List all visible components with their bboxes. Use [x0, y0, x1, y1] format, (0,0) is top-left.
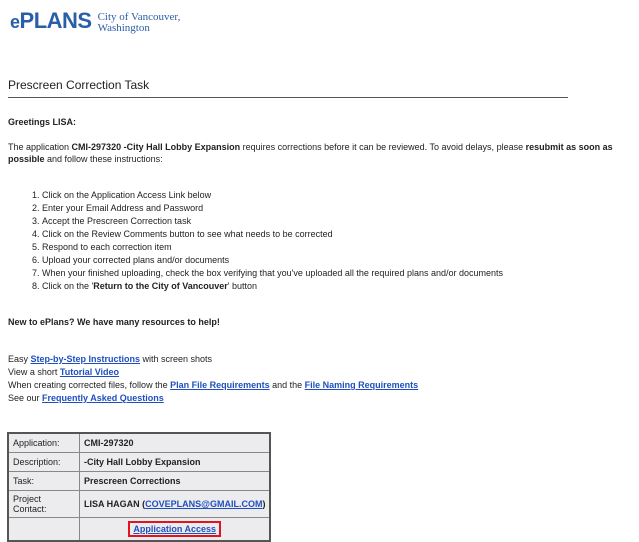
application-access-link[interactable]: Application Access: [133, 524, 217, 534]
logo-brand: ePLANS: [10, 8, 92, 33]
table-row: [8, 518, 270, 542]
resource-line: When creating corrected files, follow the Plan File Requirements and the File Naming Requirements: [8, 380, 419, 390]
contact-label: Project Contact:: [8, 491, 80, 518]
resource-line: View a short Tutorial Video: [8, 367, 120, 377]
plan-file-requirements-link[interactable]: Plan File Requirements: [170, 380, 270, 390]
title-divider: [8, 97, 568, 98]
list-item: 7. When your finished uploading, check the box verifying that you've uploaded all the required plans and/or documents: [42, 267, 503, 280]
description-label: Description:: [8, 453, 80, 472]
resources-heading: New to ePlans? We have many resources to help!: [8, 317, 220, 327]
tutorial-video-link[interactable]: Tutorial Video: [59, 367, 120, 377]
logo-city: City of Vancouver, Washington: [97, 11, 181, 34]
application-label: Application:: [8, 433, 80, 453]
application-info-table: [7, 432, 271, 542]
access-cell: [80, 518, 271, 542]
faq-link[interactable]: Frequently Asked Questions: [42, 393, 164, 403]
empty-cell: [8, 518, 80, 542]
access-highlight: [128, 521, 221, 537]
contact-email-link[interactable]: COVEPLANS@GMAIL.COM: [145, 499, 263, 509]
table-row: [8, 433, 270, 453]
table-row: [8, 453, 270, 472]
step-by-step-link[interactable]: Step-by-Step Instructions: [30, 354, 141, 364]
eplans-logo: [10, 8, 180, 35]
intro-paragraph: The application CMI-297320 -City Hall Lobby Expansion requires corrections before it can be reviewed. To avoid delays, please resubmit as soon as possible and follow these instructions:: [8, 142, 613, 164]
resource-line: See our Frequently Asked Questions: [8, 393, 164, 403]
table-row: [8, 472, 270, 491]
list-item: 1. Click on the Application Access Link below: [42, 189, 503, 202]
instruction-list: [8, 189, 503, 293]
contact-value: LISA HAGAN (COVEPLANS@GMAIL.COM): [80, 491, 271, 518]
list-item: 3. Accept the Prescreen Correction task: [42, 215, 503, 228]
list-item: 2. Enter your Email Address and Password: [42, 202, 503, 215]
application-value: CMI-297320: [80, 433, 271, 453]
greeting: Greetings LISA:: [8, 117, 77, 127]
resource-line: Easy Step-by-Step Instructions with screen shots: [8, 354, 213, 364]
list-item: 8. Click on the 'Return to the City of Vancouver' button: [42, 280, 503, 293]
resources-list: [8, 353, 418, 405]
list-item: 5. Respond to each correction item: [42, 241, 503, 254]
description-value: -City Hall Lobby Expansion: [80, 453, 271, 472]
page-title: Prescreen Correction Task: [8, 78, 150, 92]
task-value: Prescreen Corrections: [80, 472, 271, 491]
list-item: 6. Upload your corrected plans and/or documents: [42, 254, 503, 267]
list-item: 4. Click on the Review Comments button to see what needs to be corrected: [42, 228, 503, 241]
file-naming-requirements-link[interactable]: File Naming Requirements: [304, 380, 419, 390]
table-row: [8, 491, 270, 518]
task-label: Task:: [8, 472, 80, 491]
